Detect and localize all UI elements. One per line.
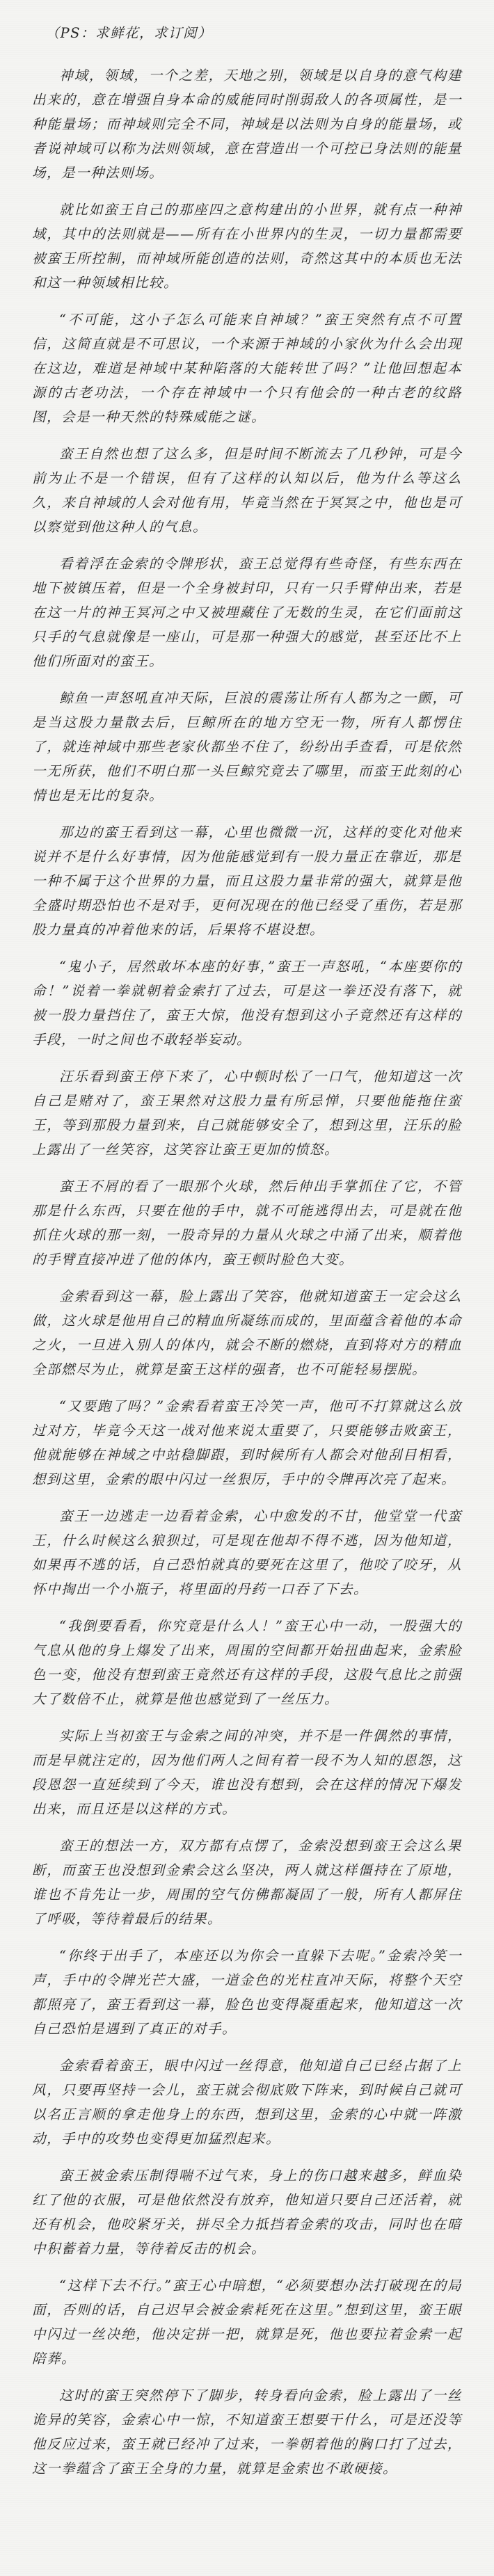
- paragraph: 蛮王被金索压制得喘不过气来，身上的伤口越来越多，鲜血染红了他的衣服，可是他依然没有放弃，他知道只要自己还活着，就还有机会，他咬紧牙关，拼尽全力抵挡着金索的攻击，同时也在暗中积蓄着力量，等待着反击的机会。: [32, 2168, 462, 2257]
- paragraph: 汪乐看到蛮王停下来了，心中顿时松了一口气，他知道这一次自己是赌对了，蛮王果然对这股力量有所忌惮，只要他能拖住蛮王，等到那股力量到来，自己就能够安全了，想到这里，汪乐的脸上露出了一丝笑容，这笑容让蛮王更加的愤怒。: [32, 1069, 462, 1158]
- paragraph: 金索看着蛮王，眼中闪过一丝得意，他知道自己已经占据了上风，只要再坚持一会儿，蛮王就会彻底败下阵来，到时候自己就可以名正言顺的拿走他身上的东西，想到这里，金索的心中就一阵激动，手中的攻势也变得更加猛烈起来。: [32, 2058, 462, 2147]
- paragraph: 就比如蛮王自己的那座四之意构建出的小世界，就有点一种神域，其中的法则就是——所有在小世界内的生灵，一切力量都需要被蛮王所控制，而神域所能创造的法则，奇然这其中的本质也无法和这一种领域相比较。: [32, 202, 462, 291]
- paragraph: “又要跑了吗？”金索看着蛮王冷笑一声，他可不打算就这么放过对方，毕竟今天这一战对他来说太重要了，只要能够击败蛮王，他就能够在神域之中站稳脚跟，到时候所有人都会对他刮目相看，想到这里，金索的眼中闪过一丝狠厉，手中的令牌再次亮了起来。: [32, 1398, 462, 1487]
- paragraph: 蛮王不屑的看了一眼那个火球，然后伸出手掌抓住了它，不管那是什么东西，只要在他的手中，就不可能逃得出去，可是就在他抓住火球的那一刻，一股奇异的力量从火球之中涌了出来，顺着他的手臂直接冲进了他的体内，蛮王顿时脸色大变。: [32, 1178, 462, 1267]
- paragraph: 那边的蛮王看到这一幕，心里也微微一沉，这样的变化对他来说并不是什么好事情，因为他能感觉到有一股力量正在靠近，那是一种不属于这个世界的力量，而且这股力量非常的强大，就算是他全盛时期恐怕也不是对手，更何况现在的他已经受了重伤，若是那股力量真的冲着他来的话，后果将不堪设想。: [32, 824, 462, 938]
- paragraph: 实际上当初蛮王与金索之间的冲突，并不是一件偶然的事情，而是早就注定的，因为他们两人之间有着一段不为人知的恩怨，这段恩怨一直延续到了今天，谁也没有想到，会在这样的情况下爆发出来，而且还是以这样的方式。: [32, 1728, 462, 1817]
- ps-note: （PS：求鲜花，求订阅）: [45, 25, 212, 41]
- paragraph: 蛮王自然也想了这么多，但是时间不断流去了几秒钟，可是今前为止不是一个错误，但有了这样的认知以后，他为什么等这么久，来自神域的人会对他有用，毕竟当然在于冥冥之中，他也是可以察觉到他这种人的气息。: [32, 446, 462, 535]
- paragraph: 蛮王一边逃走一边看着金索，心中愈发的不甘，他堂堂一代蛮王，什么时候这么狼狈过，可是现在他却不得不逃，因为他知道，如果再不逃的话，自己恐怕就真的要死在这里了，他咬了咬牙，从怀中掏出一个小瓶子，将里面的丹药一口吞了下去。: [32, 1508, 462, 1597]
- paragraph: “不可能，这小子怎么可能来自神域？”蛮王突然有点不可置信，这简直就是不可思议，一个来源于神域的小家伙为什么会出现在这边，难道是神域中某种陷落的大能转世了吗？”让他回想起本源的古老功法，一个存在神域中一个只有他会的一种古老的纹路图，会是一种天然的特殊威能之谜。: [32, 312, 462, 425]
- paragraph: “这样下去不行。”蛮王心中暗想，“必须要想办法打破现在的局面，否则的话，自己迟早会被金索耗死在这里。”想到这里，蛮王眼中闪过一丝决绝，他决定拼一把，就算是死，他也要拉着金索一起陪葬。: [32, 2278, 462, 2367]
- paragraph: 金索看到这一幕，脸上露出了笑容，他就知道蛮王一定会这么做，这火球是他用自己的精血所凝练而成的，里面蕴含着他的本命之火，一旦进入别人的体内，就会不断的燃烧，直到将对方的精血全部燃尽为止，就算是蛮王这样的强者，也不可能轻易摆脱。: [32, 1288, 462, 1377]
- paragraph: 神域，领域，一个之差，天地之别，领域是以自身的意气构建出来的，意在增强自身本命的威能同时削弱敌人的各项属性，是一种能量场；而神域则完全不同，神域是以法则为自身的能量场，或者说神域可以称为法则领域，意在营造出一个可控已身法则的能量场，是一种法则场。: [32, 67, 462, 181]
- paragraph: 蛮王的想法一方，双方都有点愣了，金索没想到蛮王会这么果断，而蛮王也没想到金索会这么坚决，两人就这样僵持在了原地，谁也不肯先让一步，周围的空气仿佛都凝固了一般，所有人都屏住了呼吸，等待着最后的结果。: [32, 1838, 462, 1927]
- paragraph: “我倒要看看，你究竟是什么人！”蛮王心中一动，一股强大的气息从他的身上爆发了出来，周围的空间都开始扭曲起来，金索脸色一变，他没有想到蛮王竟然还有这样的手段，这股气息比之前强大了数倍不止，就算是他也感觉到了一丝压力。: [32, 1618, 462, 1707]
- paragraph: “你终于出手了，本座还以为你会一直躲下去呢。”金索冷笑一声，手中的令牌光芒大盛，一道金色的光柱直冲天际，将整个天空都照亮了，蛮王看到这一幕，脸色也变得凝重起来，他知道这一次自己恐怕是遇到了真正的对手。: [32, 1948, 462, 2037]
- paragraph: 鲸鱼一声怒吼直冲天际，巨浪的震荡让所有人都为之一颤，可是当这股力量散去后，巨鲸所在的地方空无一物，所有人都愣住了，就连神域中那些老家伙都坐不住了，纷纷出手查看，可是依然一无所获，他们不明白那一头巨鲸究竟去了哪里，而蛮王此刻的心情也是无比的复杂。: [32, 690, 462, 803]
- paragraph: 看着浮在金索的令牌形状，蛮王总觉得有些奇怪，有些东西在地下被镇压着，但是一个全身被封印，只有一只手臂伸出来，若是在这一片的神王冥河之中又被埋藏住了无数的生灵，在它们面前这只手的气息就像是一座山，可是那一种强大的感觉，甚至还比不上他们所面对的蛮王。: [32, 556, 462, 669]
- paragraph: 这时的蛮王突然停下了脚步，转身看向金索，脸上露出了一丝诡异的笑容，金索心中一惊，不知道蛮王想要干什么，可是还没等他反应过来，蛮王就已经冲了过来，一拳朝着他的胸口打了过去，这一拳蕴含了蛮王全身的力量，就算是金索也不敢硬接。: [32, 2387, 462, 2477]
- paragraph: “鬼小子，居然敢坏本座的好事，”蛮王一声怒吼，“本座要你的命！”说着一拳就朝着金索打了过去，可是这一拳还没有落下，就被一股力量挡住了，蛮王大惊，他没有想到这小子竟然还有这样的手段，一时之间也不敢轻举妄动。: [32, 959, 462, 1048]
